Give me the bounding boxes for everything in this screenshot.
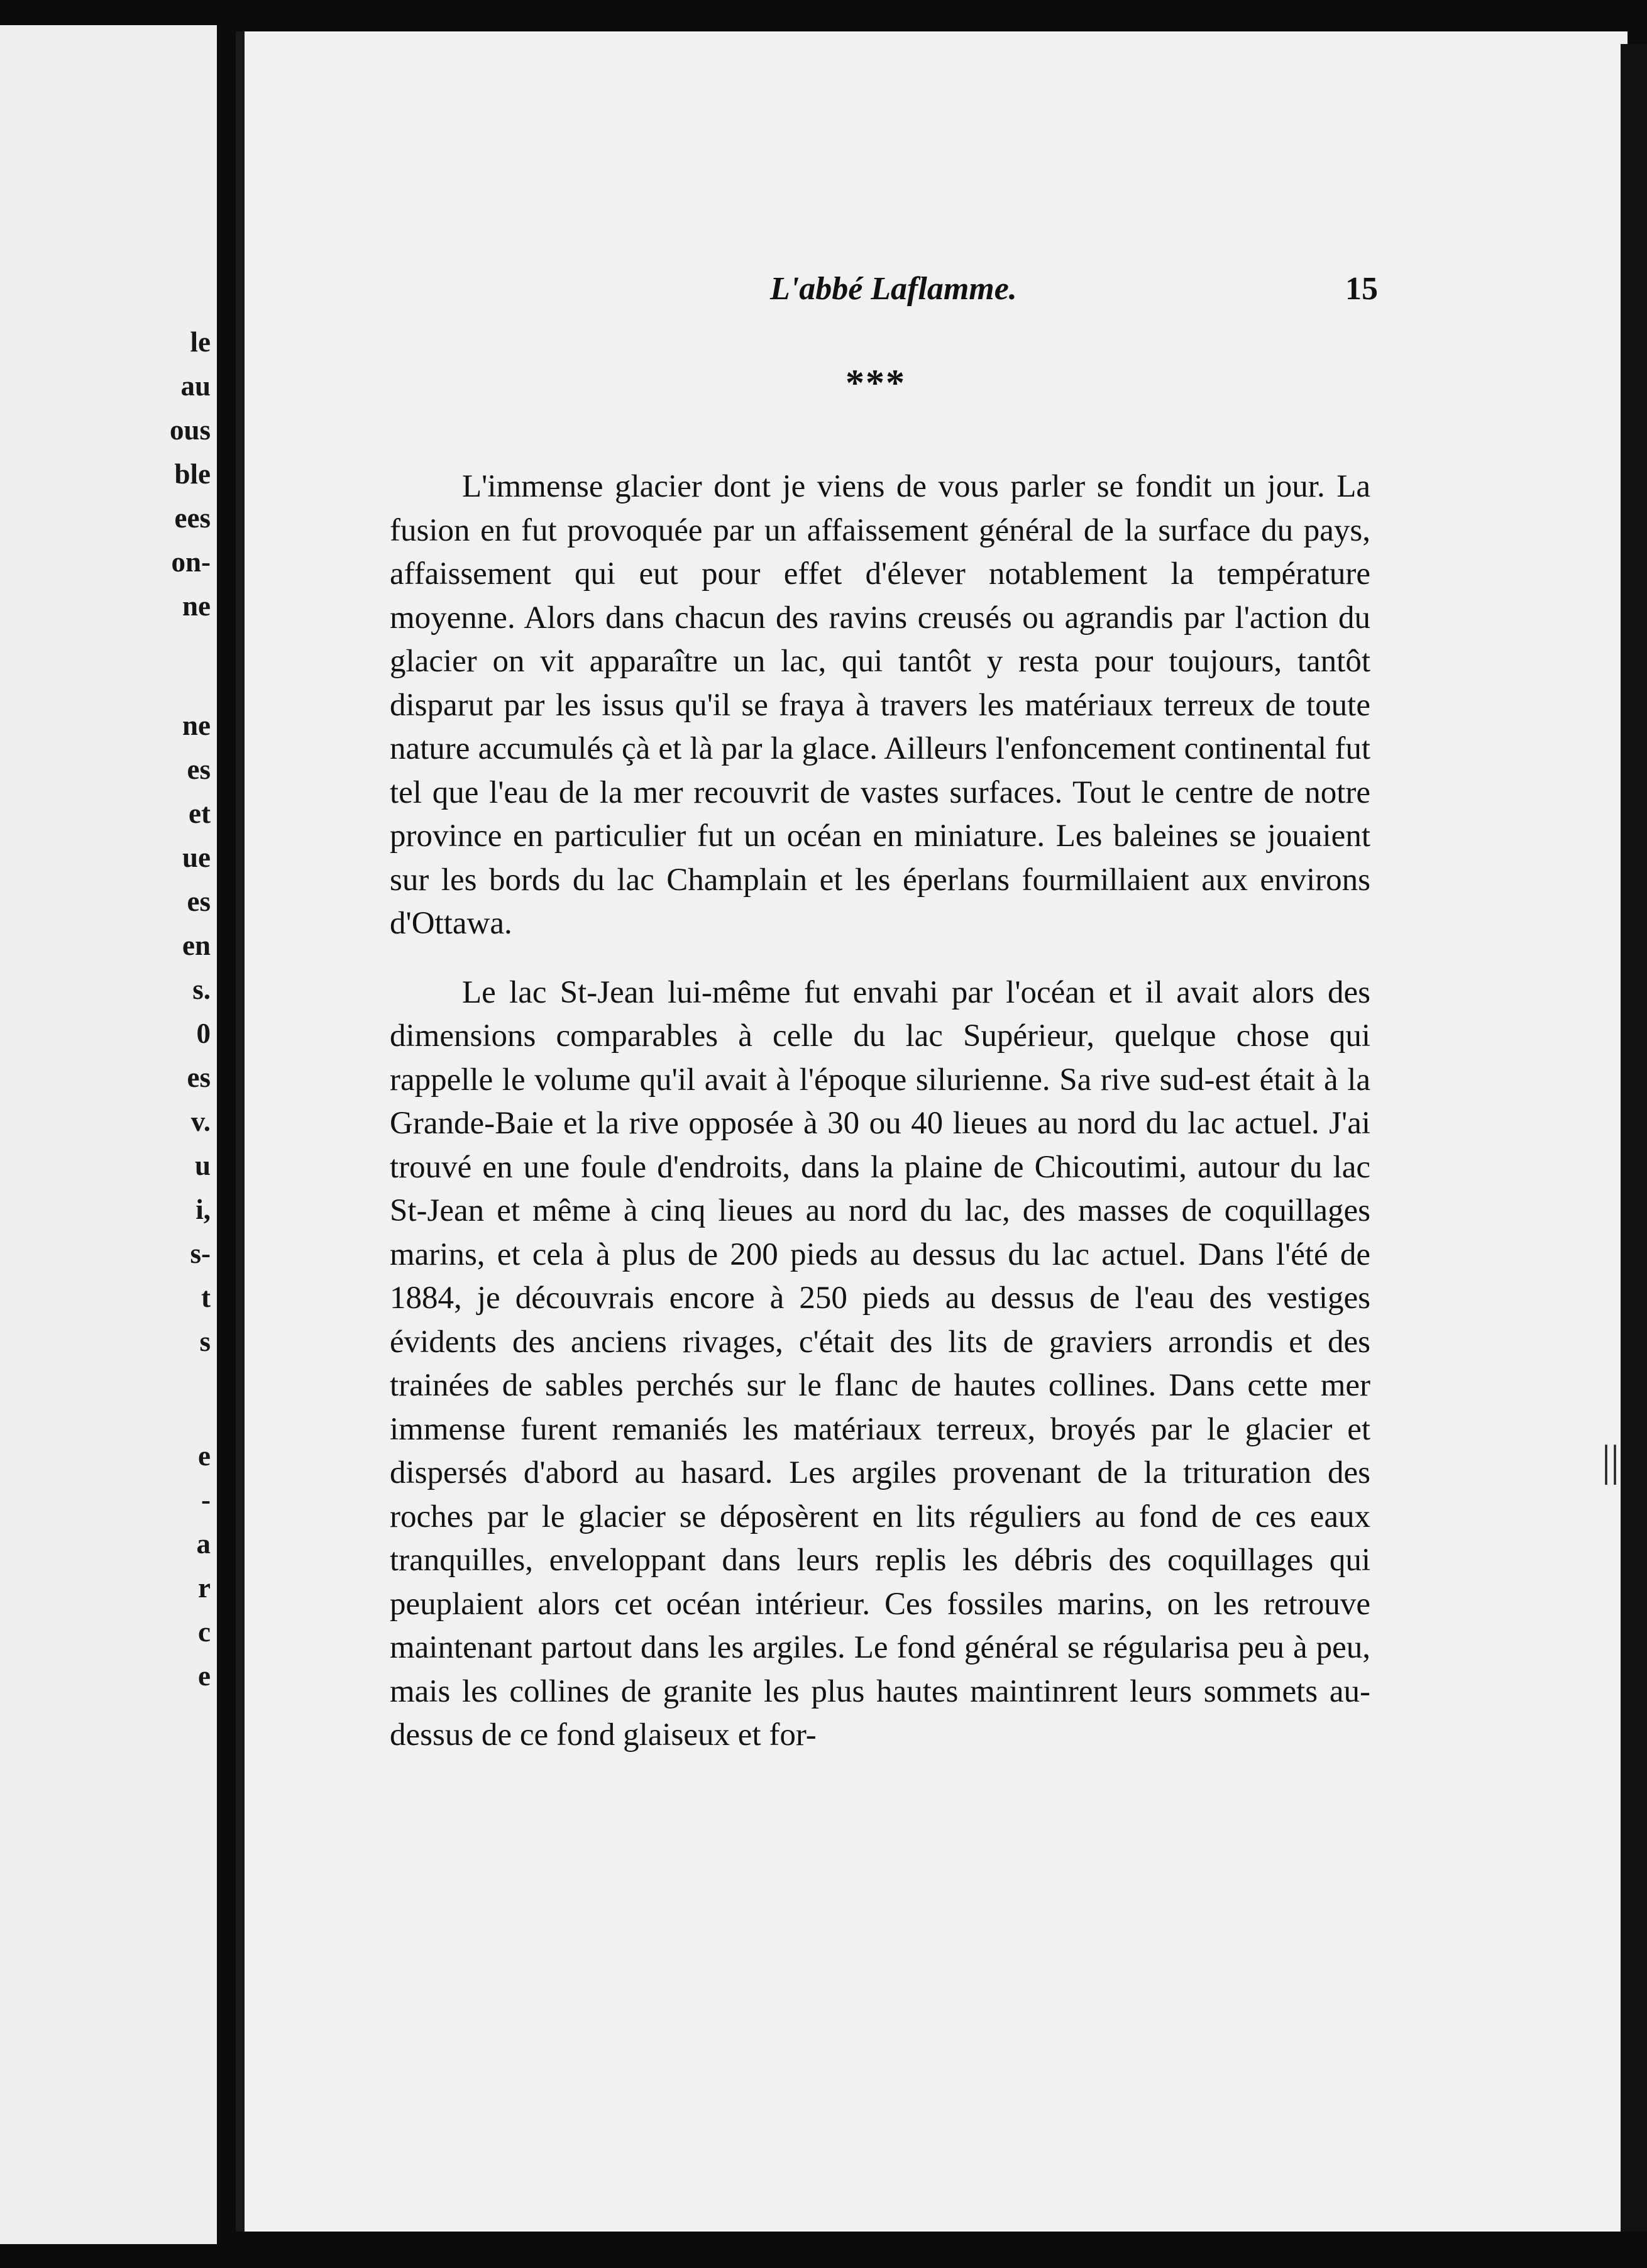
- facing-page-fragment: 0: [196, 1018, 211, 1049]
- facing-page-fragment: ne: [182, 590, 211, 622]
- facing-page: [0, 25, 217, 2244]
- running-header: L'abbé Laflamme.: [770, 271, 1017, 307]
- body-text: [390, 465, 1370, 1758]
- paragraph: Le lac St-Jean lui-même fut envahi par l'océan et il avait alors des dimensions comparables à celle du lac Supérieur, quelque chose qui rappelle le volume qu'il avait à l'époque silurienne. Sa rive sud-est était à la Grande-Baie et la rive opposée à 30 ou 40 lieues au nord du lac actuel. J'ai trouvé en une foule d'endroits, dans la plaine de Chicoutimi, autour du lac St-Jean et même à cinq lieues au nord du lac, des masses de coquillages marins, et cela à plus de 200 pieds au dessus du lac actuel. Dans l'été de 1884, je découvrais encore à 250 pieds au dessus de l'eau des vestiges évidents des anciens rivages, c'était des lits de graviers arrondis et des trainées de sables perchés sur le flanc de hautes collines. Dans cette mer immense furent remaniés les matériaux terreux, broyés par le glacier et dispersés d'abord au hasard. Les argiles provenant de la trituration des roches par le glacier se déposèrent en lits réguliers au fond de ces eaux tranquilles, enveloppant dans leurs replis les débris des coquillages qui peuplaient alors cet océan intérieur. Ces fossiles marins, on les retrouve maintenant partout dans les argiles. Le fond général se régularisa peu à peu, mais les collines de granite les plus hautes maintinrent leurs sommets au-dessus de ce fond glaiseux et for-: [390, 974, 1370, 1753]
- book-gutter: [217, 25, 237, 2244]
- facing-page-fragments: [0, 25, 217, 2244]
- facing-page-fragment: es: [187, 1062, 211, 1093]
- facing-page-fragment: et: [189, 798, 211, 829]
- facing-page-fragment: au: [180, 370, 211, 402]
- margin-mark-icon: ||: [1602, 1437, 1620, 1485]
- facing-page-fragment: le: [190, 326, 211, 358]
- facing-page-fragment: u: [194, 1150, 211, 1181]
- facing-page-fragment: ne: [182, 710, 211, 741]
- facing-page-fragment: -: [201, 1484, 211, 1516]
- facing-page-fragment: a: [196, 1528, 211, 1560]
- facing-page-fragment: e: [198, 1660, 211, 1692]
- facing-page-fragment: ees: [174, 502, 211, 534]
- page-number: 15: [1345, 271, 1378, 307]
- facing-page-fragment: on-: [171, 546, 211, 578]
- facing-page-fragment: v.: [190, 1106, 211, 1137]
- facing-page-fragment: en: [182, 930, 211, 961]
- facing-page-fragment: s: [199, 1326, 211, 1357]
- facing-page-fragment: i,: [196, 1194, 211, 1225]
- facing-page-fragment: ble: [174, 458, 211, 490]
- facing-page-fragment: s.: [192, 974, 211, 1005]
- section-ornament: ***: [846, 362, 906, 404]
- facing-page-fragment: ue: [182, 842, 211, 873]
- paragraph: L'immense glacier dont je viens de vous parler se fondit un jour. La fusion en fut provoquée par un affaissement général de la surface du pays, affaissement qui eut pour effet d'élever notablement la température moyenne. Alors dans chacun des ravins creusés ou agrandis par l'action du glacier on vit apparaître un lac, qui tantôt y resta pour toujours, tantôt disparut par les issus qu'il se fraya à travers les matériaux terreux de toute nature accumulés çà et là par la glace. Ailleurs l'enfoncement continental fut tel que l'eau de la mer recouvrit de vastes surfaces. Tout le centre de notre province en particulier fut un océan en miniature. Les baleines se jouaient sur les bords du lac Champlain et les éperlans fourmillaient aux environs d'Ottawa.: [390, 469, 1370, 941]
- facing-page-fragment: es: [187, 886, 211, 917]
- facing-page-fragment: ous: [169, 414, 211, 446]
- facing-page-fragment: t: [201, 1282, 211, 1313]
- facing-page-fragment: es: [187, 754, 211, 785]
- facing-page-fragment: r: [198, 1572, 211, 1604]
- facing-page-fragment: s-: [190, 1238, 211, 1269]
- facing-page-fragment: c: [198, 1616, 211, 1648]
- page-edge-shadow: [1621, 44, 1647, 2232]
- facing-page-fragment: e: [198, 1440, 211, 1472]
